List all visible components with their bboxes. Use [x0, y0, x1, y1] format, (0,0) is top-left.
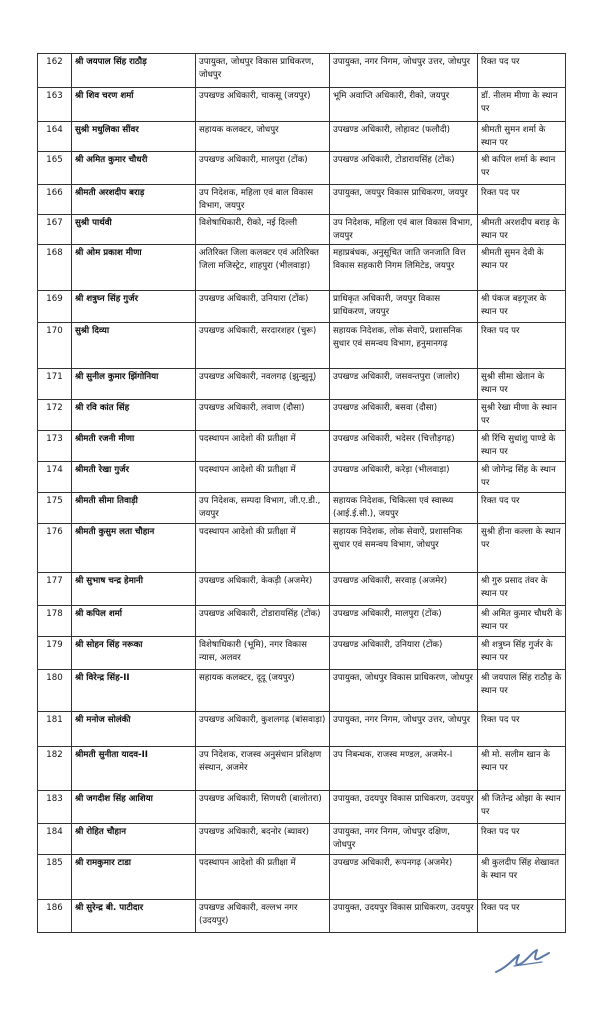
row-number: 162 — [38, 54, 72, 88]
table-row — [38, 573, 566, 606]
officer-name: श्रीमती अरशदीप बराड़ — [72, 185, 196, 215]
officer-name: श्री सोहन सिंह नरूका — [72, 637, 196, 670]
current-post: पदस्थापन आदेशो की प्रतीक्षा में — [196, 524, 330, 573]
officer-name: श्री सुभाष चन्द्र हेमानी — [72, 573, 196, 606]
new-post: सहायक निदेशक, लोक सेवाऐं, प्रशासनिक सुधार एवं समन्वय विभाग, हनुमानगढ़ — [330, 323, 478, 369]
remark: सुश्री सीमा खेतान के स्थान पर — [478, 369, 566, 400]
officer-name: सुश्री दिव्या — [72, 323, 196, 369]
current-post: विशेषाधिकारी, रीको, नई दिल्ली — [196, 215, 330, 245]
remark: श्रीमती सुमन शर्मा के स्थान पर — [478, 122, 566, 152]
table-row — [38, 670, 566, 712]
new-post: उपायुक्त, नगर निगम, जोधपुर दक्षिण, जोधपुर — [330, 824, 478, 855]
remark: श्री रिंचि सुधांशु पाण्डे के स्थान पर — [478, 431, 566, 462]
remark: श्री शत्रुघ्न सिंह गुर्जर के स्थान पर — [478, 637, 566, 670]
remark: रिक्त पद पर — [478, 185, 566, 215]
new-post: उपायुक्त, जयपुर विकास प्राधिकरण, जयपुर — [330, 185, 478, 215]
row-number: 163 — [38, 88, 72, 122]
table-row — [38, 712, 566, 747]
new-post: उपायुक्त, नगर निगम, जोधपुर उत्तर, जोधपुर — [330, 712, 478, 747]
officer-name: श्री जयपाल सिंह राठौड़ — [72, 54, 196, 88]
new-post: उपखण्ड अधिकारी, लोहावट (फलौदी) — [330, 122, 478, 152]
new-post: उपायुक्त, उदयपुर विकास प्राधिकरण, उदयपुर — [330, 791, 478, 824]
new-post: उपायुक्त, जोधपुर विकास प्राधिकरण, जोधपुर — [330, 670, 478, 712]
remark: श्री जितेन्द्र ओझा के स्थान पर — [478, 791, 566, 824]
remark: डॉ. नीलम मीणा के स्थान पर — [478, 88, 566, 122]
remark: श्री जोगेन्द्र सिंह के स्थान पर — [478, 462, 566, 493]
officer-name: सुश्री मधुलिका सींवर — [72, 122, 196, 152]
remark: रिक्त पद पर — [478, 900, 566, 933]
current-post: उपखण्ड अधिकारी, चाकसू (जयपुर) — [196, 88, 330, 122]
current-post: उपखण्ड अधिकारी, उनियारा (टोंक) — [196, 291, 330, 323]
remark: श्रीमती सुमन देवी के स्थान पर — [478, 245, 566, 291]
table-row — [38, 369, 566, 400]
new-post: महाप्रबंधक, अनुसूचित जाति जनजाति वित्त विकास सहकारी निगम लिमिटेड, जयपुर — [330, 245, 478, 291]
remark: रिक्त पद पर — [478, 323, 566, 369]
current-post: सहायक कलक्टर, दूदू (जयपुर) — [196, 670, 330, 712]
new-post: उपखण्ड अधिकारी, टोडारायसिंह (टोंक) — [330, 152, 478, 185]
current-post: उप निदेशक, राजस्व अनुसंधान प्रशिक्षण संस्थान, अजमेर — [196, 747, 330, 791]
row-number: 170 — [38, 323, 72, 369]
officer-name: श्रीमती रेखा गुर्जर — [72, 462, 196, 493]
remark: श्री जयपाल सिंह राठौड़ के स्थान पर — [478, 670, 566, 712]
row-number: 167 — [38, 215, 72, 245]
remark: श्री गुरु प्रसाद तंवर के स्थान पर — [478, 573, 566, 606]
row-number: 174 — [38, 462, 72, 493]
table-row — [38, 493, 566, 524]
new-post: उपायुक्त, नगर निगम, जोधपुर उत्तर, जोधपुर — [330, 54, 478, 88]
remark: श्री अमित कुमार चौधरी के स्थान पर — [478, 606, 566, 637]
officer-name: श्री ओम प्रकाश मीणा — [72, 245, 196, 291]
current-post: उप निदेशक, सम्पदा विभाग, जी.ए.डी., जयपुर — [196, 493, 330, 524]
table-row — [38, 215, 566, 245]
remark: सुश्री रेखा मीणा के स्थान पर — [478, 400, 566, 431]
officer-name: श्री रोहित चौहान — [72, 824, 196, 855]
officer-name: श्रीमती सीमा तिवाड़ी — [72, 493, 196, 524]
row-number: 164 — [38, 122, 72, 152]
remark: रिक्त पद पर — [478, 712, 566, 747]
row-number: 169 — [38, 291, 72, 323]
current-post: उपखण्ड अधिकारी, मालपुरा (टोंक) — [196, 152, 330, 185]
table-row — [38, 606, 566, 637]
current-post: उपखण्ड अधिकारी, लवाण (दौसा) — [196, 400, 330, 431]
officer-name: श्रीमती कुसुम लता चौहान — [72, 524, 196, 573]
remark: रिक्त पद पर — [478, 493, 566, 524]
new-post: उप निदेशक, महिला एवं बाल विकास विभाग, जयपुर — [330, 215, 478, 245]
new-post: उपखण्ड अधिकारी, बसवा (दौसा) — [330, 400, 478, 431]
new-post: सहायक निदेशक, चिकित्सा एवं स्वास्थ्य (आई.ई.सी.), जयपुर — [330, 493, 478, 524]
remark: श्री मो. सलीम खान के स्थान पर — [478, 747, 566, 791]
current-post: पदस्थापन आदेशो की प्रतीक्षा में — [196, 431, 330, 462]
new-post: उपखण्ड अधिकारी, करेड़ा (भीलवाड़ा) — [330, 462, 478, 493]
table-row — [38, 855, 566, 900]
row-number: 171 — [38, 369, 72, 400]
current-post: उपखण्ड अधिकारी, सरदारशहर (चुरू) — [196, 323, 330, 369]
transfer-table — [37, 53, 566, 933]
officer-name: श्री शत्रुघ्न सिंह गुर्जर — [72, 291, 196, 323]
current-post: उपखण्ड अधिकारी, नवलगढ़ (झुन्झुनू) — [196, 369, 330, 400]
officer-name: श्रीमती सुनीता यादव-II — [72, 747, 196, 791]
table-row — [38, 462, 566, 493]
table-row — [38, 400, 566, 431]
officer-name: श्री मनोज सोलंकी — [72, 712, 196, 747]
current-post: उपखण्ड अधिकारी, सिणधरी (बालोतरा) — [196, 791, 330, 824]
officer-name: श्री विरेन्द्र सिंह-II — [72, 670, 196, 712]
current-post: सहायक कलक्टर, जोधपुर — [196, 122, 330, 152]
current-post: उपखण्ड अधिकारी, कुशलगढ़ (बांसवाड़ा) — [196, 712, 330, 747]
current-post: उपखण्ड अधिकारी, बदनोर (ब्यावर) — [196, 824, 330, 855]
remark: रिक्त पद पर — [478, 824, 566, 855]
table-row — [38, 245, 566, 291]
row-number: 185 — [38, 855, 72, 900]
officer-name: श्री शिव चरण शर्मा — [72, 88, 196, 122]
officer-name: श्री रवि कांत सिंह — [72, 400, 196, 431]
officer-name: श्री सुरेन्द्र बी. पाटीदार — [72, 900, 196, 933]
officer-name: श्री जगदीश सिंह आशिया — [72, 791, 196, 824]
new-post: उपायुक्त, उदयपुर विकास प्राधिकरण, उदयपुर — [330, 900, 478, 933]
table-row — [38, 431, 566, 462]
current-post: उपखण्ड अधिकारी, वल्लभ नगर (उदयपुर) — [196, 900, 330, 933]
table-row — [38, 323, 566, 369]
row-number: 181 — [38, 712, 72, 747]
new-post: उपखण्ड अधिकारी, उनियारा (टोंक) — [330, 637, 478, 670]
new-post: सहायक निदेशक, लोक सेवाऐं, प्रशासनिक सुधार एवं समन्वय विभाग, जोधपुर — [330, 524, 478, 573]
officer-name: सुश्री पार्थवी — [72, 215, 196, 245]
row-number: 165 — [38, 152, 72, 185]
remark: रिक्त पद पर — [478, 54, 566, 88]
row-number: 179 — [38, 637, 72, 670]
table-row — [38, 88, 566, 122]
table-row — [38, 291, 566, 323]
row-number: 173 — [38, 431, 72, 462]
table-row — [38, 900, 566, 933]
table-row — [38, 791, 566, 824]
current-post: अतिरिक्त जिला कलक्टर एवं अतिरिक्त जिला मजिस्ट्रेट, शाहपुरा (भीलवाड़ा) — [196, 245, 330, 291]
table-body — [38, 54, 566, 933]
row-number: 172 — [38, 400, 72, 431]
new-post: उपखण्ड अधिकारी, सरवाड़ (अजमेर) — [330, 573, 478, 606]
table-row — [38, 637, 566, 670]
row-number: 166 — [38, 185, 72, 215]
current-post: उपखण्ड अधिकारी, केकड़ी (अजमेर) — [196, 573, 330, 606]
remark: सुश्री हीना कल्ला के स्थान पर — [478, 524, 566, 573]
officer-name: श्री अमित कुमार चौधरी — [72, 152, 196, 185]
table-row — [38, 54, 566, 88]
table-row — [38, 152, 566, 185]
current-post: उप निदेशक, महिला एवं बाल विकास विभाग, जयपुर — [196, 185, 330, 215]
row-number: 175 — [38, 493, 72, 524]
table-row — [38, 185, 566, 215]
row-number: 183 — [38, 791, 72, 824]
row-number: 180 — [38, 670, 72, 712]
officer-name: श्री कपिल शर्मा — [72, 606, 196, 637]
row-number: 182 — [38, 747, 72, 791]
current-post: उपायुक्त, जोधपुर विकास प्राधिकरण, जोधपुर — [196, 54, 330, 88]
new-post: उप निबन्धक, राजस्व मण्डल, अजमेर-I — [330, 747, 478, 791]
table-row — [38, 824, 566, 855]
current-post: पदस्थापन आदेशो की प्रतीक्षा में — [196, 855, 330, 900]
officer-name: श्री रामकुमार टाडा — [72, 855, 196, 900]
row-number: 177 — [38, 573, 72, 606]
new-post: उपखण्ड अधिकारी, जसवन्तपुरा (जालोर) — [330, 369, 478, 400]
current-post: विशेषाधिकारी (भूमि), नगर विकास न्यास, अलवर — [196, 637, 330, 670]
row-number: 184 — [38, 824, 72, 855]
new-post: भूमि अवाप्ति अधिकारी, रीको, जयपुर — [330, 88, 478, 122]
remark: श्री कपिल शर्मा के स्थान पर — [478, 152, 566, 185]
row-number: 176 — [38, 524, 72, 573]
row-number: 168 — [38, 245, 72, 291]
remark: श्रीमती अरशदीप बराड़ के स्थान पर — [478, 215, 566, 245]
row-number: 178 — [38, 606, 72, 637]
remark: श्री कुलदीप सिंह शेखावत के स्थान पर — [478, 855, 566, 900]
officer-name: श्री सुनील कुमार झिंगोनिया — [72, 369, 196, 400]
table-row — [38, 122, 566, 152]
new-post: प्राधिकृत अधिकारी, जयपुर विकास प्राधिकरण, जयपुर — [330, 291, 478, 323]
row-number: 186 — [38, 900, 72, 933]
signature-mark — [492, 938, 552, 978]
officer-name: श्रीमती रजनी मीणा — [72, 431, 196, 462]
new-post: उपखण्ड अधिकारी, मालपुरा (टोंक) — [330, 606, 478, 637]
current-post: पदस्थापन आदेशो की प्रतीक्षा में — [196, 462, 330, 493]
table-row — [38, 524, 566, 573]
remark: श्री पंकज बड़गूजर के स्थान पर — [478, 291, 566, 323]
table-row — [38, 747, 566, 791]
current-post: उपखण्ड अधिकारी, टोडारायसिंह (टोंक) — [196, 606, 330, 637]
new-post: उपखण्ड अधिकारी, रूपनगढ़ (अजमेर) — [330, 855, 478, 900]
new-post: उपखण्ड अधिकारी, भदेसर (चित्तौड़गढ़) — [330, 431, 478, 462]
